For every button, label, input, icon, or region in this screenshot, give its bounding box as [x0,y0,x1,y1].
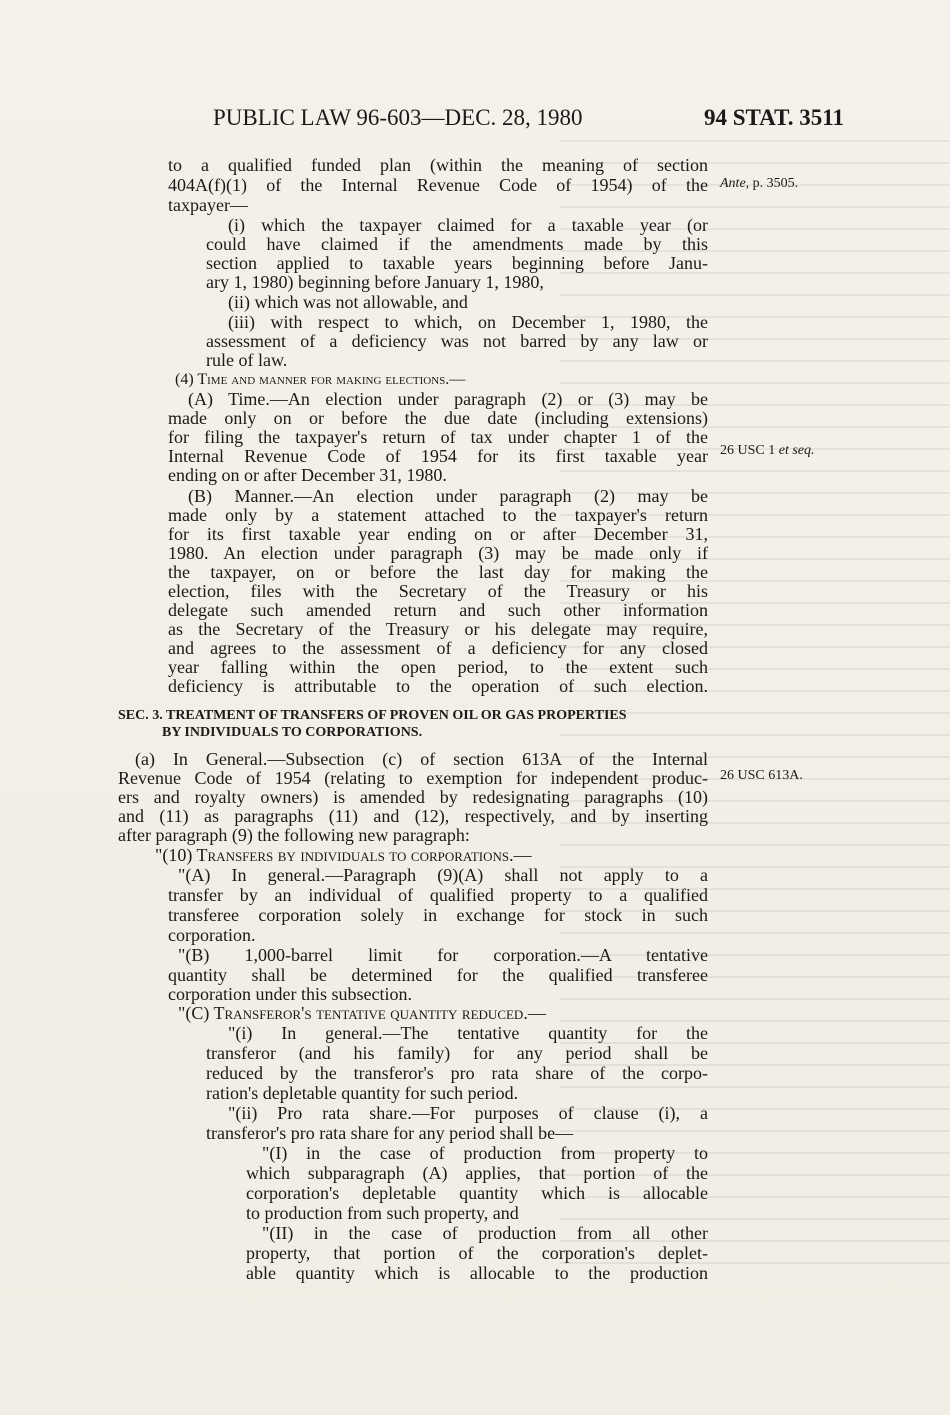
text-line: ary 1, 1980) beginning before January 1, 1980, [206,272,544,292]
text-line: ers and royalty owners) is amended by redesignating paragraphs (10) [118,787,708,807]
text-line: "(II) in the case of production from all other [262,1223,708,1243]
text-line: made only by a statement attached to the taxpayer's return [168,505,708,525]
text-line: to a qualified funded plan (within the meaning of section [168,155,708,175]
text-line: "(A) In general.—Paragraph (9)(A) shall not apply to a [178,865,708,885]
text-line: (iii) with respect to which, on December 1, 1980, the [228,312,708,332]
text-line: quantity shall be determined for the qualified transferee [168,965,708,985]
text-line: "(ii) Pro rata share.—For purposes of clause (i), a [228,1103,708,1123]
text-line: 1980. An election under paragraph (3) may be made only if [168,543,708,563]
text-line: transferor's pro rata share for any period shall be— [206,1123,574,1143]
text-line: able quantity which is allocable to the production [246,1263,708,1283]
running-header-title: PUBLIC LAW 96-603—DEC. 28, 1980 [213,105,583,130]
subparagraph-heading: "(C) Transferor's tentative quantity reduced.— [178,1003,546,1023]
text-line: reduced by the transferor's pro rata share of the corpo- [206,1063,708,1083]
text-line: corporation's depletable quantity which is allocable [246,1183,708,1203]
text-line: which subparagraph (A) applies, that portion of the [246,1163,708,1183]
text-line: (a) In General.—Subsection (c) of section 613A of the Internal [135,749,708,769]
text-line: "(B) 1,000-barrel limit for corporation.—A tentative [178,945,708,965]
text-line: transferor (and his family) for any period shall be [206,1043,708,1063]
text-line: after paragraph (9) the following new paragraph: [118,825,470,845]
text-line: election, files with the Secretary of the Treasury or his [168,581,708,601]
text-line: and (11) as paragraphs (11) and (12), respectively, and by inserting [118,806,708,826]
text-line: the taxpayer, on or before the last day for making the [168,562,708,582]
running-header-stat: 94 STAT. 3511 [704,105,844,130]
margin-note-ante: Ante, p. 3505. [720,176,799,191]
text-line: 404A(f)(1) of the Internal Revenue Code of 1954) of the [168,175,708,195]
text-line: ending on or after December 31, 1980. [168,465,447,485]
text-line: corporation under this subsection. [168,984,412,1004]
text-line: (A) Time.—An election under paragraph (2) or (3) may be [188,389,708,409]
text-line: taxpayer— [168,195,248,215]
text-line: Internal Revenue Code of 1954 for its first taxable year [168,446,708,466]
margin-note-26-usc-1: 26 USC 1 et seq. [720,443,815,458]
text-line: ration's depletable quantity for such period. [206,1083,519,1103]
text-line: (B) Manner.—An election under paragraph (2) may be [188,486,708,506]
paragraph-heading: "(10) Transfers by individuals to corporations.— [155,845,532,865]
section-heading: SEC. 3. TREATMENT OF TRANSFERS OF PROVEN OIL OR GAS PROPERTIES [118,708,627,723]
subsection-heading: (4) Time and manner for making elections.— [175,371,466,388]
text-line: for its first taxable year ending on or after December 31, [168,524,708,544]
text-line: rule of law. [206,350,288,370]
text-line: assessment of a deficiency was not barred by any law or [206,331,708,351]
text-line: deficiency is attributable to the operation of such election. [168,676,708,696]
text-line: transferee corporation solely in exchange for stock in such [168,905,708,925]
text-line: as the Secretary of the Treasury or his delegate may require, [168,619,708,639]
text-line: to production from such property, and [246,1203,519,1223]
text-line: property, that portion of the corporation's deplet- [246,1243,708,1263]
text-line: for filing the taxpayer's return of tax under chapter 1 of the [168,427,708,447]
text-line: could have claimed if the amendments made by this [206,234,708,254]
text-line: delegate such amended return and such other information [168,600,708,620]
text-line: year falling within the open period, to the extent such [168,657,708,677]
margin-note-26-usc-613a: 26 USC 613A. [720,768,803,783]
text-line: and agrees to the assessment of a deficiency for any closed [168,638,708,658]
text-line: (i) which the taxpayer claimed for a taxable year (or [228,215,708,235]
text-line: made only on or before the due date (including extensions) [168,408,708,428]
text-line: corporation. [168,925,256,945]
text-line: "(i) In general.—The tentative quantity for the [228,1023,708,1043]
text-line: Revenue Code of 1954 (relating to exemption for independent produc- [118,768,708,788]
text-line: section applied to taxable years beginning before Janu- [206,253,708,273]
text-line: "(I) in the case of production from property to [262,1143,708,1163]
text-line: transfer by an individual of qualified property to a qualified [168,885,708,905]
section-heading-cont: BY INDIVIDUALS TO CORPORATIONS. [162,725,423,740]
text-line: (ii) which was not allowable, and [228,292,468,312]
